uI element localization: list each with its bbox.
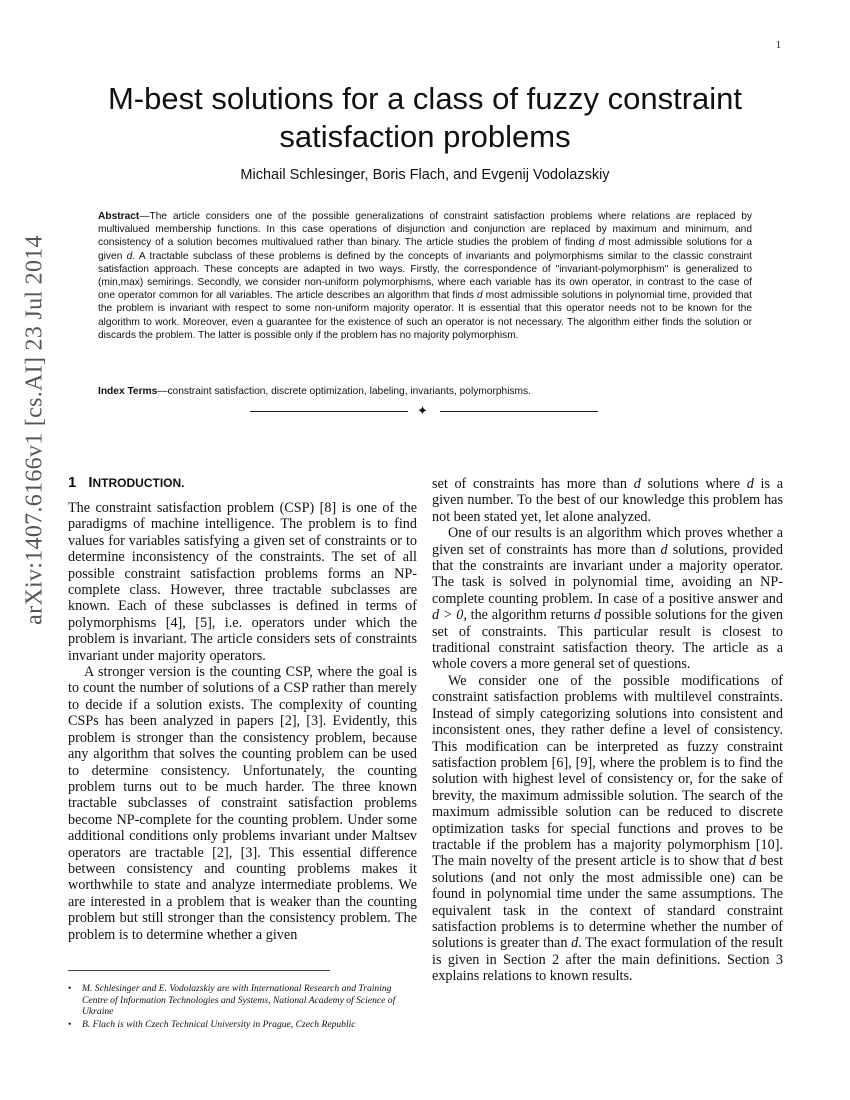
- footnote-text: M. Schlesinger and E. Vodolazskiy are with International Research and Training Centre of Information Technologies and Systems, National Academy of Science of Ukraine: [82, 983, 396, 1017]
- section-title-rest: NTRODUCTION.: [92, 476, 185, 490]
- text: possible solutions for the given set of constraints. This particular result is closest to traditional constraint satisfaction theory. The article as a whole covers a more general set of questions.: [432, 607, 783, 673]
- paper-title: M-best solutions for a class of fuzzy constraint satisfaction problems: [107, 81, 743, 154]
- math-d: d: [126, 250, 133, 262]
- math-d: d: [593, 607, 601, 624]
- math-d: d: [633, 476, 641, 492]
- paragraph: [432, 476, 783, 525]
- left-column: [68, 500, 417, 943]
- author-list: Michail Schlesinger, Boris Flach, and Evgenij Vodolazskiy: [240, 167, 610, 183]
- footnote: [68, 1019, 417, 1031]
- right-column: [432, 476, 783, 985]
- divider-line-right: [440, 411, 598, 412]
- text: solutions where: [640, 476, 747, 492]
- math-d: d: [746, 476, 754, 492]
- paragraph: [432, 673, 783, 985]
- math-d: d: [476, 290, 483, 302]
- paragraph: The constraint satisfaction problem (CSP) [8] is one of the paradigms of machine intelligence. The problem is to find values for variables satisfying a given set of constraints or to determine inconsistency of the constraints. The set of all possible constraint satisfaction problems forms an NP-complete class. However, three tractable subclasses are known. Each of these subclasses is defined in terms of polymorphisms [4], [5], i.e. operators under which the problem is invariant. The article considers sets of constraints invariant under majority operators.: [68, 500, 417, 664]
- abstract-label: Abstract: [98, 211, 140, 222]
- math-d-gt-0: d > 0: [432, 607, 464, 624]
- math-d: d: [598, 237, 605, 249]
- text: solutions, provided that the constraints are invariant under a majority operator. The task is solved in polynomial time, avoiding an NP-complete counting problem. In case of a positive answer and: [432, 541, 783, 607]
- footnote: [68, 983, 417, 1018]
- arxiv-stamp: arXiv:1407.6166v1 [cs.AI] 23 Jul 2014: [21, 235, 48, 625]
- abstract: [98, 210, 752, 342]
- bullet-icon: •: [68, 1018, 72, 1030]
- paragraph: A stronger version is the counting CSP, where the goal is to count the number of solutions of a CSP rather than merely to decide if a solution exists. The complexity of counting CSPs has been analyzed in papers [2], [3]. Evidently, this problem is stronger than the consistency problem, because any algorithm that solves the counting problem can be used to determine consistency. Unfortunately, the counting problem turns out to be much harder. The three known tractable subclasses of constraint satisfaction problems become NP-complete for the counting problem. Under some additional conditions only problems invariant under Maltsev operators are tractable [2], [3]. This essential difference between consistency and counting problems makes it worthwhile to state and analyze intermediate problems. We are interested in a problem that is weaker than the counting problem but still stronger than the consistency problem. The problem is to determine whether a given: [68, 664, 417, 943]
- text: set of constraints has more than: [432, 476, 634, 492]
- text: . The exact formulation of the result is given in Section 2 after the main definitions. Section 3 explains relations to known results.: [432, 935, 783, 985]
- math-d: d: [660, 541, 668, 558]
- math-d: d: [748, 853, 756, 870]
- footnotes: [68, 983, 417, 1031]
- section-number: 1: [68, 474, 77, 491]
- abstract-text-1: —The article considers one of the possible generalizations of constraint satisfaction problems where relations are replaced by multivalued membership functions. In this case operations of disjunction and conjunction are replaced by maximum and minimum, and consistency of a solution becomes multivalued rather than binary. The article studies the problem of finding: [98, 211, 752, 249]
- abstract-text-2: most admissible solutions for a given: [98, 237, 752, 262]
- footnote-text: B. Flach is with Czech Technical University in Prague, Czech Republic: [82, 1018, 356, 1030]
- text: We consider one of the possible modifications of constraint satisfaction problems with multilevel constraints. Instead of simply categorizing solutions into consistent and inconsistent ones, they rather define a level of consistency. This modification can be interpreted as fuzzy constraint satisfaction problem [6], [9], where the problem is to find the solution with highest level of consistency or, for the sake of brevity, the maximum admissible solution. The search of the maximum admissible solution can be reduced to discrete optimization tasks for special functions and proves to be tractable if the problem has a majority polymorphism [10]. The main novelty of the present article is to show that: [432, 672, 783, 870]
- divider-line-left: [250, 411, 408, 412]
- paragraph: [432, 525, 783, 673]
- section-heading: [68, 474, 185, 491]
- abstract-text-4: most admissible solutions in polynomial time, provided that the problem is invariant with respect to some non-uniform majority operator. It is essential that this operator needs not to be known for the algorithm to work. Moreover, even a guarantee for the existence of such an operator is not necessary. The algorithm either finds the solution or discards the problem. The latter is possible only if the problem has no majority polymorphism.: [98, 290, 752, 341]
- index-terms: [98, 385, 752, 398]
- text: is a given number. To the best of our knowledge this problem has not been stated yet, let alone analyzed.: [432, 476, 784, 525]
- index-terms-text: —constraint satisfaction, discrete optimization, labeling, invariants, polymorphisms.: [157, 386, 531, 397]
- index-terms-label: Index Terms: [98, 386, 158, 397]
- text: best solutions (and not only the most admissible one) can be found in polynomial time under the same assumptions. The equivalent task in the context of standard constraint satisfaction problems is to determine whether the number of solutions is greater than: [432, 853, 783, 952]
- footnote-rule: [68, 970, 330, 971]
- page-number: 1: [776, 40, 781, 51]
- divider-diamond-icon: ✦: [417, 403, 428, 418]
- text: , the algorithm returns: [463, 607, 594, 624]
- text: One of our results is an algorithm which proves whether a given set of constraints has more than: [432, 525, 783, 558]
- bullet-icon: •: [68, 983, 72, 994]
- abstract-text-3: . A tractable subclass of these problems is defined by the concepts of invariants and polymorphisms similar to the classic constraint satisfaction approach. These concepts are adapted in two ways. Firstly, the correspondence of "invariant-polymorphism" is generalized to (min,max) semirings. Secondly, we consider non-uniform polymorphisms, where each variable has its own operator, in contrast to the case of one operator common for all variables. The article describes an algorithm that finds: [98, 250, 752, 302]
- math-d: d: [571, 935, 579, 952]
- section-title-initial: I: [88, 474, 93, 491]
